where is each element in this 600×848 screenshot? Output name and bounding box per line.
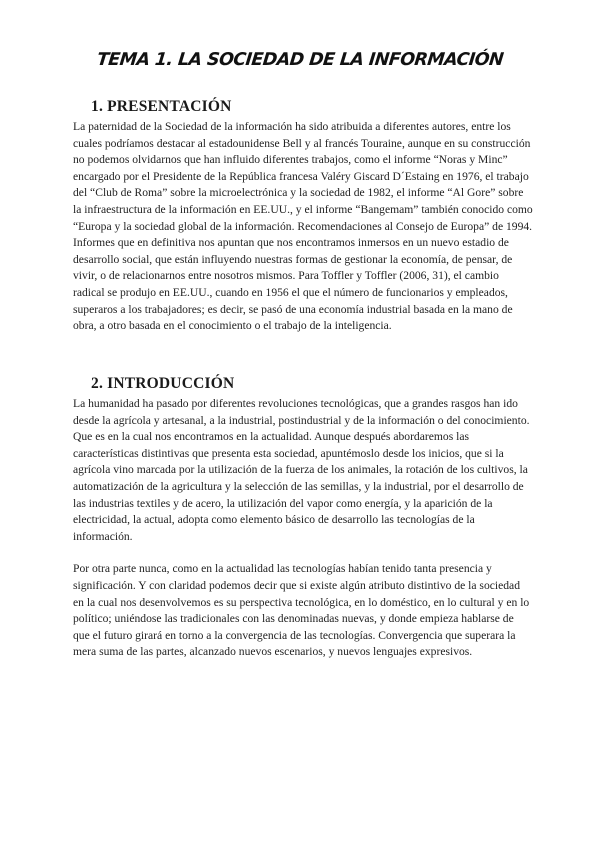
paragraph: La humanidad ha pasado por diferentes revoluciones tecnológicas, que a grandes rasgos han ido desde la agrícola y artesanal, a la industrial, postindustrial y de la información o del conocimiento. Que es en la cual nos encontramos en la actualidad. Aunque después abordaremos las características distintivas que presenta esta sociedad, apuntémoslo desde los inicios, que si la agrícola vino marcada por la utilización de la fuerza de los animales, la rotación de los cultivos, la automatización de la agricultura y la selección de las semillas, y la industrial, por el desarrollo de las industrias textiles y de acero, la utilización del vapor como energía, y la aparición de la electricidad, la actual, adopta como elemento básico de desarrollo las tecnologías de la información. xyxy=(73,397,530,543)
section-heading: 1. PRESENTACIÓN xyxy=(91,98,232,115)
section-introduccion xyxy=(73,375,533,661)
paragraph: Por otra parte nunca, como en la actualidad las tecnologías habían tenido tanta presencia y significación. Y con claridad podemos decir que si existe algún atributo distintivo de la sociedad en la cual nos desenvolvemos es su perspectiva tecnológica, en lo doméstico, en lo cultural y en lo político; uniéndose las tradicionales con las denominadas nuevas, y donde empieza hablarse de que el futuro girará en torno a la convergencia de las tecnologías. Convergencia que superara la mera suma de las partes, alcanzado nuevos escenarios, y nuevos lenguajes expresivos. xyxy=(73,562,530,659)
document-title: TEMA 1. LA SOCIEDAD DE LA INFORMACIÓN xyxy=(95,50,505,70)
section-heading: 2. INTRODUCCIÓN xyxy=(91,375,235,392)
paragraph: La paternidad de la Sociedad de la información ha sido atribuida a diferentes autores, entre los cuales podríamos destacar al estadounidense Bell y al francés Touraine, aunque en su construcción no podemos olvidarnos que han influido diferentes trabajos, como el informe “Noras y Minc” encargado por el Presidente de la República francesa Valéry Giscard D´Estaing en 1976, el trabajo del “Club de Roma” sobre la microelectrónica y la sociedad de 1982, el informe “Al Gore” sobre la infraestructura de la información en EE.UU., y el informe “Bangemam” también conocido como “Europa y la sociedad global de la información. Recomendaciones al Consejo de Europa” de 1994. Informes que en definitiva nos apuntan que nos encontramos inmersos en un nuevo estadio de desarrollo social, que están influyendo nuestras formas de gestionar la economía, de pensar, de vivir, o de relacionarnos entre nosotros mismos. Para Toffler y Toffler (2006, 31), el cambio radical se produjo en EE.UU., cuando en 1956 el que el número de funcionarios y empleados, superaros a los trabajadores; es decir, se pasó de una economía industrial basada en la mano de obra, a otro basada en el conocimiento o el trabajo de la inteligencia. xyxy=(73,120,533,333)
section-presentacion xyxy=(73,98,533,335)
